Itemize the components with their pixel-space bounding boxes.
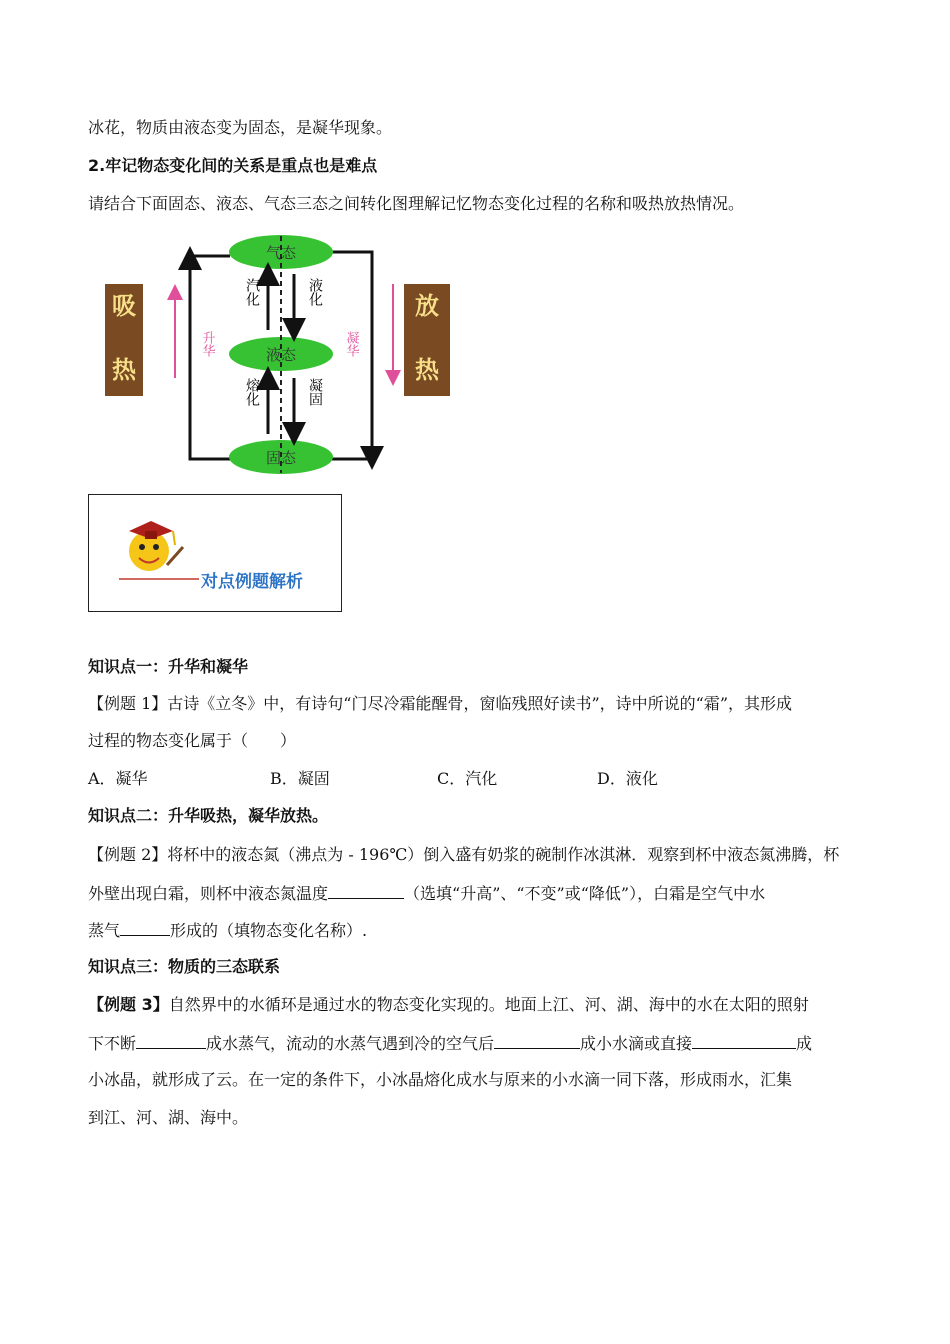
solid-state-label: 固态 — [265, 449, 297, 467]
blank-temperature[interactable] — [328, 882, 404, 899]
example-3-line-4: 到江、河、湖、海中。 — [88, 1108, 249, 1127]
gas-state-label: 气态 — [265, 244, 297, 262]
example-analysis-title: 对点例题解析 — [201, 572, 303, 592]
solidification-label: 凝固 — [307, 378, 323, 406]
example-analysis-banner — [88, 494, 342, 612]
blank-state-change[interactable] — [120, 919, 170, 936]
example-2-line-3: 蒸气 形成的（填物态变化名称）. — [88, 921, 368, 940]
deposition-pink-label: 凝华 — [343, 331, 359, 357]
example-1-line-2: 过程的物态变化属于（ ） — [88, 731, 297, 750]
option-b[interactable]: B．凝固 — [270, 769, 330, 788]
absorb-heat-char-2: 热 — [112, 355, 136, 384]
option-a[interactable]: A．凝华 — [88, 769, 148, 788]
kp2-title: 知识点二：升华吸热，凝华放热。 — [88, 806, 329, 825]
release-heat-char-1: 放 — [415, 291, 439, 320]
kp1-title: 知识点一：升华和凝华 — [88, 657, 249, 676]
option-c[interactable]: C．汽化 — [437, 769, 498, 788]
kp3-title: 知识点三：物质的三态联系 — [88, 957, 281, 976]
example-3-line-1: 【例题 3】自然界中的水循环是通过水的物态变化实现的。地面上江、河、湖、海中的水在太阳的照射 — [88, 995, 809, 1014]
absorb-heat-char-1: 吸 — [112, 291, 136, 320]
blank-deposition[interactable] — [692, 1032, 796, 1049]
liquefaction-label: 液化 — [307, 278, 323, 306]
state-change-diagram — [100, 228, 460, 478]
sublimation-pink-label: 升华 — [199, 331, 215, 357]
intro-line-2: 请结合下面固态、液态、气态三态之间转化图理解记忆物态变化过程的名称和吸热放热情况。 — [88, 194, 745, 213]
example-1-line-1: 【例题 1】古诗《立冬》中，有诗句“门尽冷霜能醒骨，窗临残照好读书”，诗中所说的“霜”，其形成 — [88, 694, 793, 713]
blank-liquefaction[interactable] — [494, 1032, 580, 1049]
example-3-line-3: 小冰晶，就形成了云。在一定的条件下，小冰晶熔化成水与原来的小水滴一同下落，形成雨水，汇集 — [88, 1070, 793, 1089]
example-2-line-1: 【例题 2】将杯中的液态氮（沸点为 - 196℃）倒入盛有奶浆的碗制作冰淇淋．观察到杯中液态氮沸腾，杯 — [88, 845, 840, 864]
option-d[interactable]: D．液化 — [597, 769, 658, 788]
section-heading-2: 2.牢记物态变化间的关系是重点也是难点 — [88, 156, 378, 175]
intro-line-1: 冰花，物质由液态变为固态，是凝华现象。 — [88, 118, 393, 137]
vaporization-label: 汽化 — [244, 278, 260, 306]
melting-label: 熔化 — [244, 378, 260, 406]
release-heat-char-2: 热 — [415, 355, 439, 384]
example-3-line-2: 下不断 成水蒸气，流动的水蒸气遇到冷的空气后 成小水滴或直接 成 — [88, 1034, 813, 1053]
blank-evaporation[interactable] — [136, 1032, 206, 1049]
liquid-state-label: 液态 — [265, 346, 297, 364]
example-2-line-2: 外壁出现白霜，则杯中液态氮温度 （选填“升高”、“不变”或“降低”），白霜是空气中水 — [88, 884, 766, 903]
